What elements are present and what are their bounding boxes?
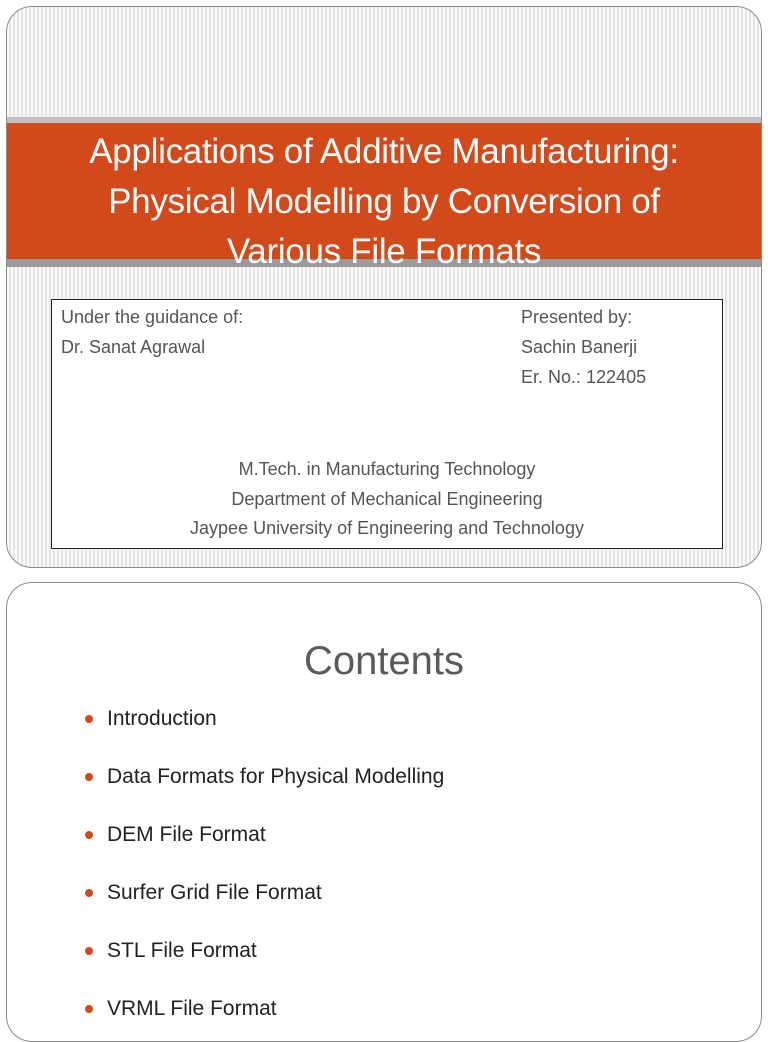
presented-by-label: Presented by:	[521, 307, 633, 327]
bullet-icon	[85, 889, 93, 897]
title-slide	[6, 6, 762, 568]
enrollment-number: Er. No.: 122405	[521, 367, 647, 387]
guidance-label: Under the guidance of:	[61, 307, 244, 327]
contents-slide	[6, 582, 762, 1042]
list-item	[85, 701, 444, 759]
bullet-icon	[85, 1005, 93, 1013]
list-item	[85, 933, 444, 991]
bullet-icon	[85, 831, 93, 839]
presenter-column	[521, 302, 646, 392]
list-item	[85, 759, 444, 817]
presenter-info-box	[51, 299, 723, 549]
list-item-label: Data Formats for Physical Modelling	[107, 765, 445, 788]
list-item-label: Surfer Grid File Format	[107, 881, 322, 904]
guidance-column	[61, 302, 243, 362]
slide-title: Applications of Additive Manufacturing: Physical Modelling by Conversion of Various File Formats	[89, 132, 679, 271]
department-name: Department of Mechanical Engineering	[231, 488, 543, 509]
institution-block	[52, 455, 722, 544]
list-item-label: DEM File Format	[107, 823, 266, 846]
title-banner	[7, 117, 761, 271]
list-item	[85, 817, 444, 875]
bullet-icon	[85, 715, 93, 723]
contents-list	[85, 701, 444, 1042]
bullet-icon	[85, 947, 93, 955]
list-item	[85, 875, 444, 933]
list-item-label: Introduction	[107, 707, 217, 730]
bullet-icon	[85, 773, 93, 781]
list-item-label: STL File Format	[107, 939, 257, 962]
program-name: M.Tech. in Manufacturing Technology	[238, 459, 536, 479]
university-name: Jaypee University of Engineering and Technology	[190, 518, 584, 538]
guide-name: Dr. Sanat Agrawal	[61, 337, 206, 357]
list-item-label: VRML File Format	[107, 997, 277, 1020]
presenter-name: Sachin Banerji	[521, 337, 638, 357]
list-item	[85, 991, 444, 1042]
contents-heading: Contents	[303, 639, 465, 683]
